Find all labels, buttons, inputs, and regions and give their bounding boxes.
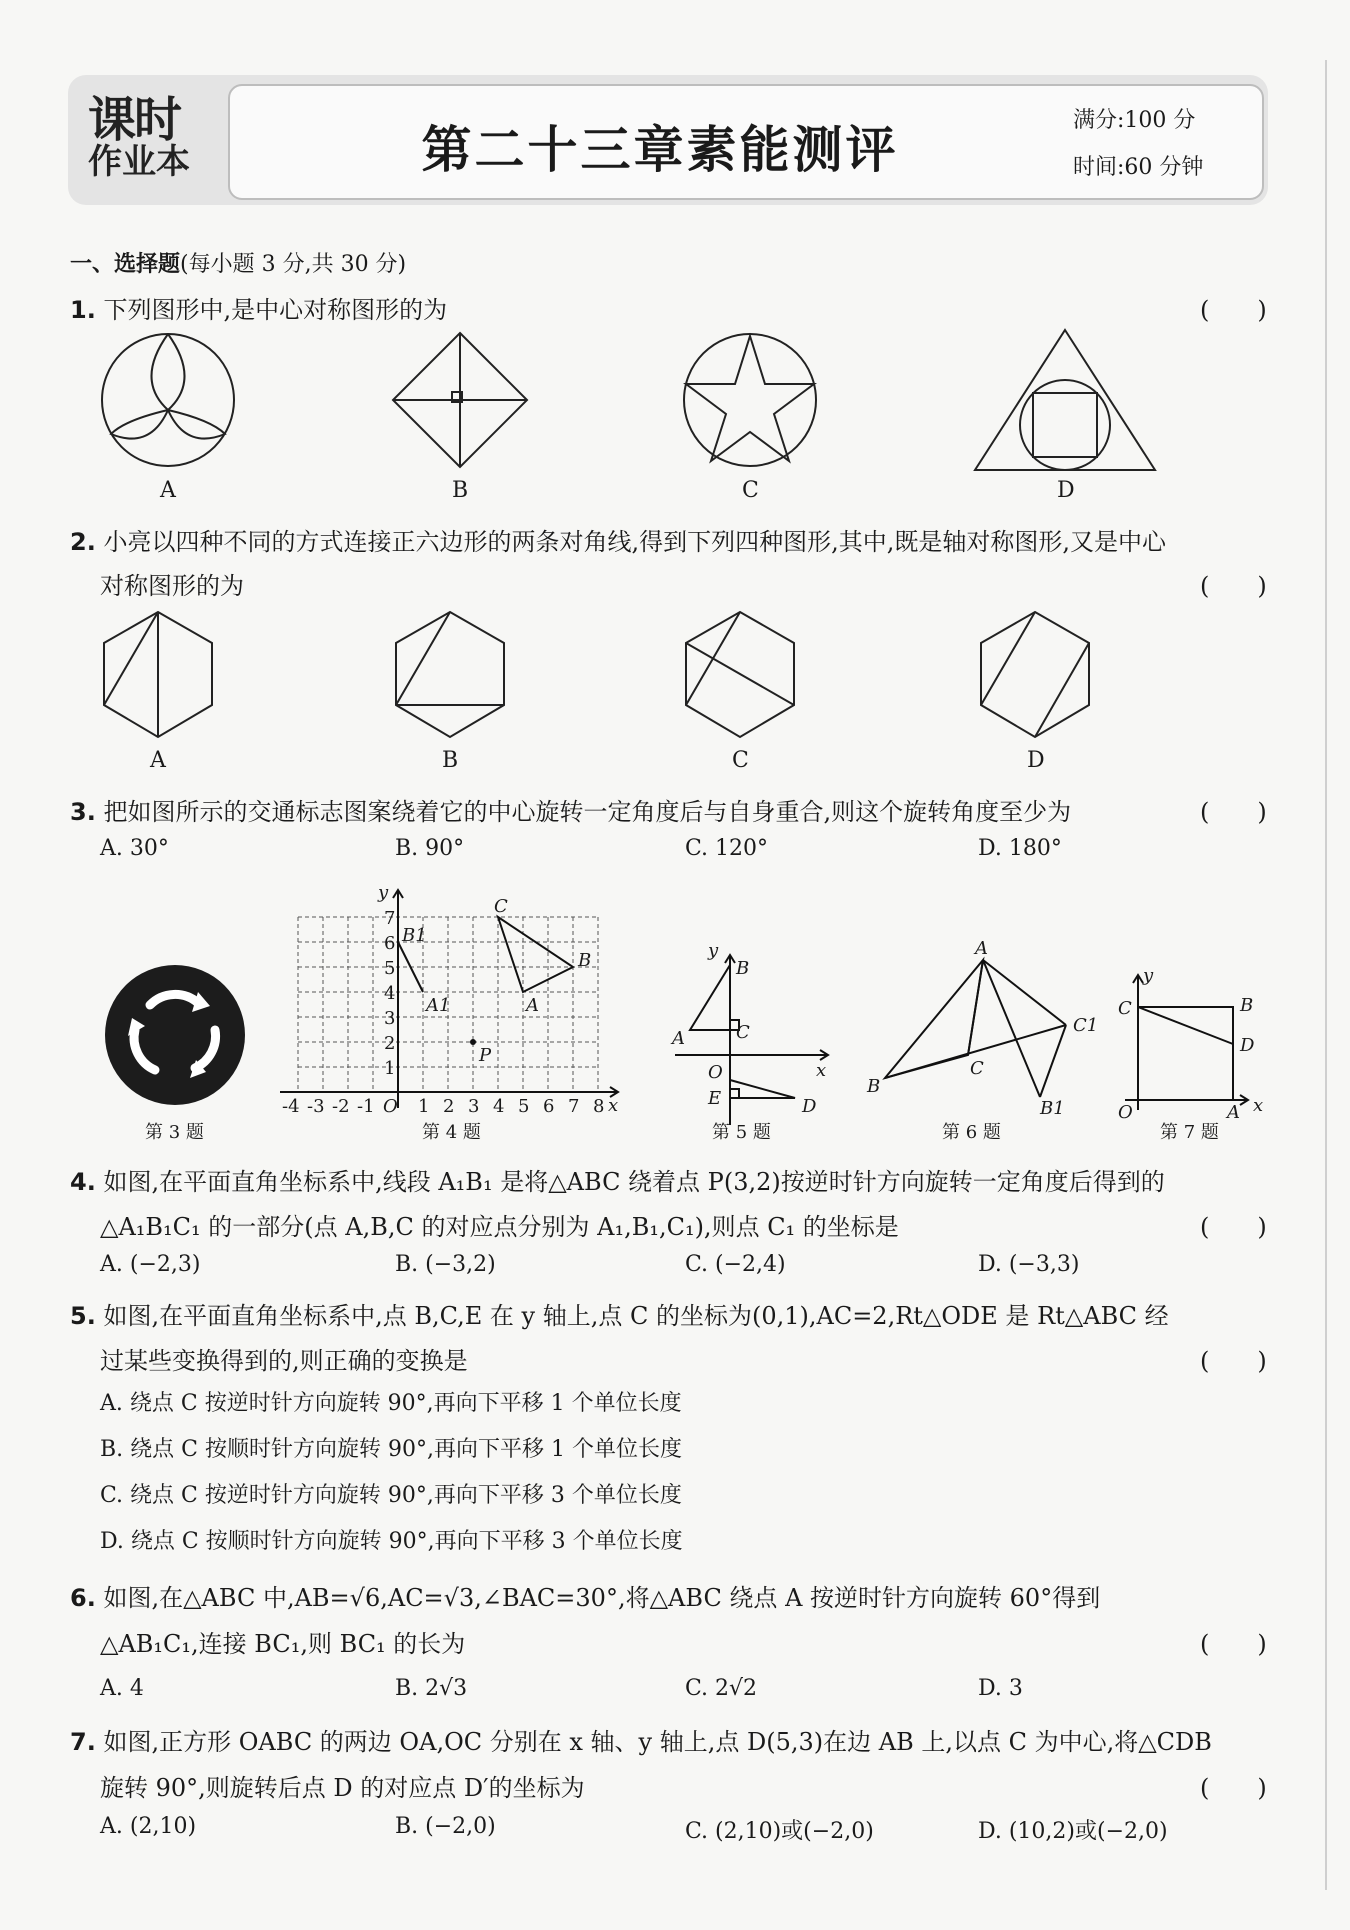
fig6-label-c1: C1 — [1073, 1015, 1099, 1036]
fig5-label-c: C — [736, 1022, 750, 1043]
q6-option-b[interactable]: B. 2√3 — [395, 1676, 468, 1701]
full-score: 满分:100 分 — [1073, 108, 1196, 133]
q4-line2: △A₁B₁C₁ 的一部分(点 A,B,C 的对应点分别为 A₁,B₁,C₁),则点 C₁ 的坐标是 — [100, 1213, 899, 1241]
fig7-label-o: O — [1118, 1102, 1133, 1123]
fig3-caption: 第 3 题 — [145, 1122, 204, 1143]
time-limit: 时间:60 分钟 — [1073, 155, 1204, 180]
fig4-point-p: P — [479, 1045, 492, 1066]
fig4-ytick-4: 4 — [384, 983, 396, 1004]
fig4-ytick-2: 2 — [384, 1033, 396, 1054]
q5-answer-blank[interactable]: ( ) — [1200, 1347, 1267, 1375]
q5-number: 5. — [70, 1302, 96, 1330]
q3-option-b[interactable]: B. 90° — [395, 836, 465, 861]
q6-option-c[interactable]: C. 2√2 — [685, 1676, 758, 1701]
q1-label-b: B — [452, 478, 469, 503]
fig4-ytick-5: 5 — [384, 958, 396, 979]
q2-line2: 对称图形的为 — [100, 572, 244, 600]
q5-option-c[interactable]: C. 绕点 C 按逆时针方向旋转 90°,再向下平移 3 个单位长度 — [100, 1483, 682, 1508]
q2-number: 2. — [70, 528, 96, 556]
fig7-label-y: y — [1143, 965, 1154, 986]
fig7-caption: 第 7 题 — [1160, 1122, 1219, 1143]
fig4-caption: 第 4 题 — [422, 1122, 481, 1143]
q1-stem: 下列图形中,是中心对称图形的为 — [103, 296, 448, 324]
fig4-ytick-3: 3 — [384, 1008, 396, 1029]
fig6-caption: 第 6 题 — [942, 1122, 1001, 1143]
q7-stem-1: 如图,正方形 OABC 的两边 OA,OC 分别在 x 轴、y 轴上,点 D(5,3)在边 AB 上,以点 C 为中心,将△CDB — [103, 1728, 1212, 1756]
q1-label-a: A — [160, 478, 176, 503]
q4-option-a[interactable]: A. (−2,3) — [100, 1252, 201, 1277]
q5-option-a[interactable]: A. 绕点 C 按逆时针方向旋转 90°,再向下平移 1 个单位长度 — [100, 1391, 682, 1416]
fig4-point-a: A — [526, 995, 539, 1016]
q3-stem: 把如图所示的交通标志图案绕着它的中心旋转一定角度后与自身重合,则这个旋转角度至少为 — [103, 798, 1072, 826]
fig4-xtick-8: 8 — [593, 1096, 605, 1117]
fig4-point-a1: A1 — [426, 995, 451, 1016]
fig5-label-o: O — [708, 1062, 723, 1083]
section-note: (每小题 3 分,共 30 分) — [180, 252, 407, 277]
section-title: 一、选择题 — [70, 252, 181, 277]
fig5-label-x: x — [816, 1060, 827, 1081]
fig7-label-a: A — [1227, 1102, 1240, 1123]
q2-answer-blank[interactable]: ( ) — [1200, 572, 1267, 600]
q7-number: 7. — [70, 1728, 96, 1756]
q6-line2: △AB₁C₁,连接 BC₁,则 BC₁ 的长为 — [100, 1630, 466, 1658]
fig4-xtick-m4: -4 — [282, 1096, 300, 1117]
q1-number: 1. — [70, 296, 96, 324]
fig6-label-c: C — [970, 1058, 984, 1079]
fig4-xtick-m3: -3 — [307, 1096, 325, 1117]
fig4-origin: O — [383, 1096, 398, 1117]
fig4-xtick-2: 2 — [443, 1096, 455, 1117]
fig4-ytick-6: 6 — [384, 933, 396, 954]
fig4-y-label: y — [378, 882, 389, 903]
q6-line1 — [70, 1578, 1100, 1613]
fig4-xtick-4: 4 — [493, 1096, 505, 1117]
fig7-label-c: C — [1118, 998, 1132, 1019]
fig4-xtick-7: 7 — [568, 1096, 580, 1117]
q4-option-d[interactable]: D. (−3,3) — [978, 1252, 1080, 1277]
fig7-label-b: B — [1240, 995, 1254, 1016]
q6-number: 6. — [70, 1584, 96, 1612]
q3-answer-blank[interactable]: ( ) — [1200, 798, 1267, 826]
logo-line1: 课时 — [88, 92, 181, 148]
q7-option-b[interactable]: B. (−2,0) — [395, 1814, 496, 1839]
fig5-label-b: B — [736, 958, 750, 979]
q4-stem-1: 如图,在平面直角坐标系中,线段 A₁B₁ 是将△ABC 绕着点 P(3,2)按逆时针方向旋转一定角度后得到的 — [103, 1168, 1165, 1196]
q4-line1 — [70, 1162, 1165, 1197]
fig4-xtick-1: 1 — [418, 1096, 430, 1117]
q7-option-c[interactable]: C. (2,10)或(−2,0) — [685, 1819, 874, 1844]
fig5-label-e: E — [708, 1088, 722, 1109]
fig4-xtick-m2: -2 — [332, 1096, 350, 1117]
q3-option-a[interactable]: A. 30° — [100, 836, 169, 861]
fig7-label-d: D — [1240, 1035, 1255, 1056]
q5-line1 — [70, 1296, 1169, 1331]
fig5-label-d: D — [802, 1096, 817, 1117]
fig5-label-a: A — [672, 1028, 685, 1049]
page-title: 第二十三章素能测评 — [421, 120, 899, 179]
fig6-label-b: B — [867, 1076, 881, 1097]
q2-label-d: D — [1027, 748, 1045, 773]
q7-option-d[interactable]: D. (10,2)或(−2,0) — [978, 1819, 1168, 1844]
q7-line2: 旋转 90°,则旋转后点 D 的对应点 D′的坐标为 — [100, 1774, 585, 1802]
q7-answer-blank[interactable]: ( ) — [1200, 1774, 1267, 1802]
q2-stem-1: 小亮以四种不同的方式连接正六边形的两条对角线,得到下列四种图形,其中,既是轴对称图形,又是中心 — [103, 528, 1166, 556]
q1-label-d: D — [1057, 478, 1075, 503]
logo-line2: 作业本 — [88, 142, 190, 183]
fig4-ytick-7: 7 — [384, 908, 396, 929]
fig4-xtick-m1: -1 — [357, 1096, 375, 1117]
fig4-xtick-5: 5 — [518, 1096, 530, 1117]
fig6-label-b1: B1 — [1040, 1098, 1065, 1119]
q3-option-d[interactable]: D. 180° — [978, 836, 1062, 861]
fig4-x-label: x — [608, 1095, 619, 1116]
fig6-label-a: A — [975, 938, 988, 959]
q5-stem-1: 如图,在平面直角坐标系中,点 B,C,E 在 y 轴上,点 C 的坐标为(0,1),AC=2,Rt△ODE 是 Rt△ABC 经 — [103, 1302, 1169, 1330]
q5-option-d[interactable]: D. 绕点 C 按顺时针方向旋转 90°,再向下平移 3 个单位长度 — [100, 1529, 683, 1554]
fig7-label-x: x — [1253, 1095, 1264, 1116]
q4-option-b[interactable]: B. (−3,2) — [395, 1252, 496, 1277]
q2-label-a: A — [150, 748, 166, 773]
q5-option-b[interactable]: B. 绕点 C 按顺时针方向旋转 90°,再向下平移 1 个单位长度 — [100, 1437, 682, 1462]
fig5-caption: 第 5 题 — [712, 1122, 771, 1143]
fig4-point-c: C — [494, 896, 508, 917]
q6-option-d[interactable]: D. 3 — [978, 1676, 1023, 1701]
q3-option-c[interactable]: C. 120° — [685, 836, 769, 861]
q2-label-b: B — [442, 748, 459, 773]
fig4-xtick-3: 3 — [468, 1096, 480, 1117]
q6-answer-blank[interactable]: ( ) — [1200, 1630, 1267, 1658]
q3-number: 3. — [70, 798, 96, 826]
fig5-label-y: y — [708, 940, 719, 961]
q4-answer-blank[interactable]: ( ) — [1200, 1213, 1267, 1241]
q7-line1 — [70, 1722, 1212, 1757]
q2-label-c: C — [732, 748, 749, 773]
q1-label-c: C — [742, 478, 759, 503]
q6-stem-1: 如图,在△ABC 中,AB=√6,AC=√3,∠BAC=30°,将△ABC 绕点 A 按逆时针方向旋转 60°得到 — [103, 1584, 1101, 1612]
fig4-point-b: B — [578, 950, 592, 971]
fig4-ytick-1: 1 — [384, 1058, 396, 1079]
q4-number: 4. — [70, 1168, 96, 1196]
fig4-xtick-6: 6 — [543, 1096, 555, 1117]
fig4-point-b1: B1 — [402, 925, 427, 946]
q6-option-a[interactable]: A. 4 — [100, 1676, 144, 1701]
q7-option-a[interactable]: A. (2,10) — [100, 1814, 197, 1839]
q1-answer-blank[interactable]: ( ) — [1200, 296, 1267, 324]
q5-line2: 过某些变换得到的,则正确的变换是 — [100, 1347, 468, 1375]
q4-option-c[interactable]: C. (−2,4) — [685, 1252, 786, 1277]
